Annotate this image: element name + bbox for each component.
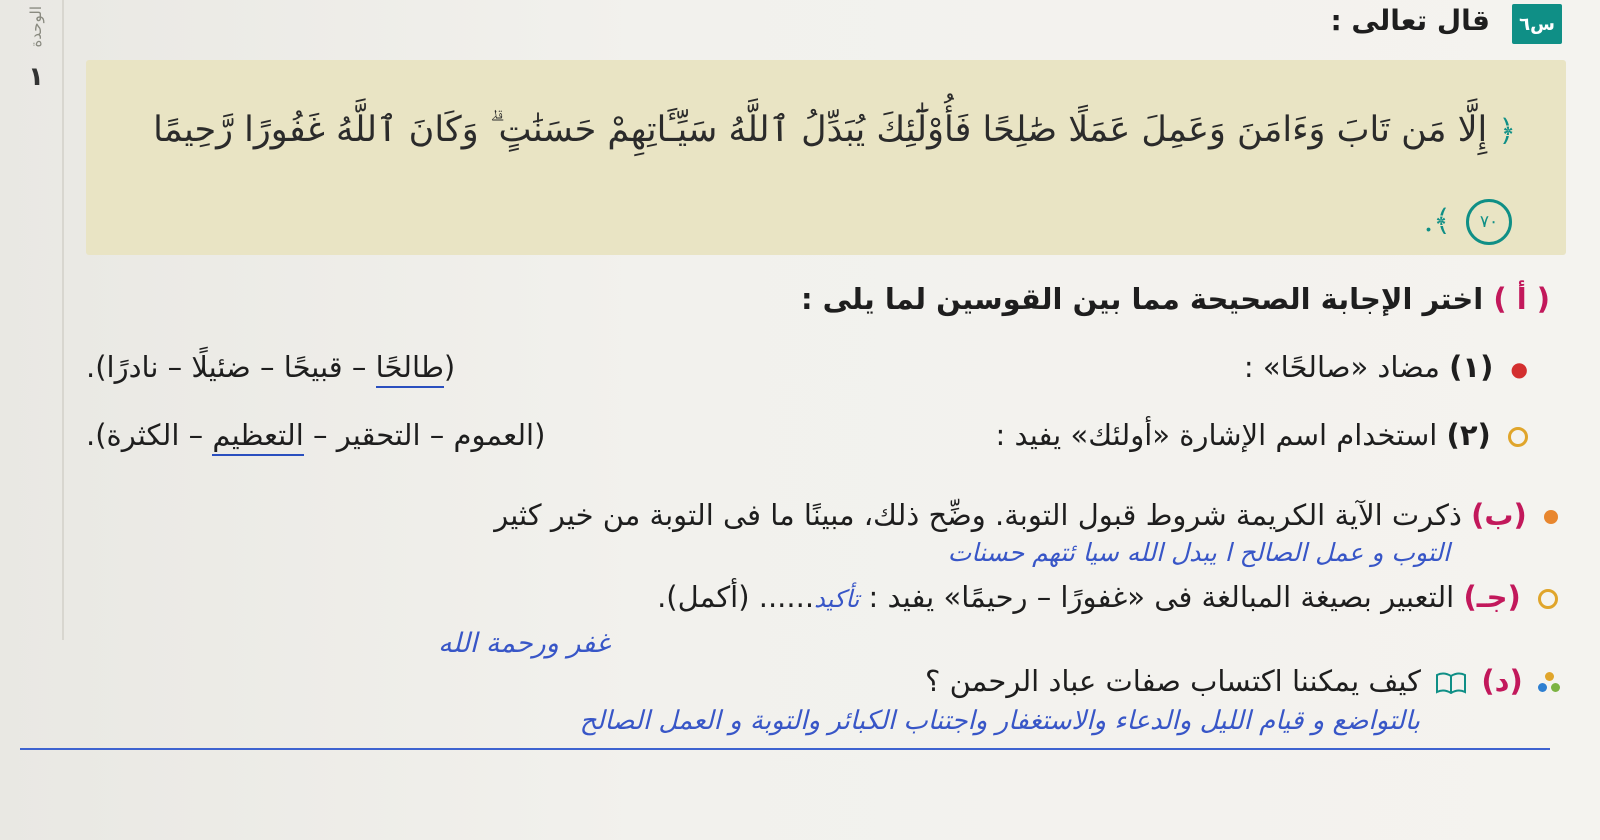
part-b-text: ذكرت الآية الكريمة شروط قبول التوبة. وضِّح ذلك، مبينًا ما فى التوبة من خير كثير xyxy=(494,498,1462,532)
item-2-number: (٢) xyxy=(1446,418,1491,452)
verse-text: إِلَّا مَن تَابَ وَءَامَنَ وَعَمِلَ عَمَلًا صَٰلِحًا فَأُوْلَٰٓئِكَ يُبَدِّلُ ٱللَّهُ سَيِّـَٔاتِهِمْ حَسَنَٰتٍ ۗ وَكَانَ ٱللَّهُ غَفُورًا رَّحِيمًا xyxy=(153,110,1488,150)
margin-rule xyxy=(62,0,64,640)
unit-number: ١ xyxy=(28,61,44,92)
option-separator: – xyxy=(158,350,192,384)
question-badge: س٦ xyxy=(1512,4,1562,44)
question-title: قال تعالى : xyxy=(1330,4,1490,37)
part-b-label: (ب) xyxy=(1471,498,1527,532)
part-d-question xyxy=(925,664,1560,698)
item-2-options xyxy=(86,418,545,452)
options-open-paren: ( xyxy=(443,350,456,384)
option-separator: – xyxy=(303,418,337,452)
item-2-option: العموم xyxy=(453,418,535,452)
bullet-red-icon: ● xyxy=(1510,357,1528,381)
part-d-text: كيف يمكننا اكتساب صفات عباد الرحمن ؟ xyxy=(924,664,1421,698)
option-separator: – xyxy=(250,350,284,384)
item-1-option: قبيحًا xyxy=(283,350,343,384)
part-c-handwritten-answer: غفر ورحمة الله xyxy=(438,628,610,659)
part-a-label: ( أ ) xyxy=(1493,282,1550,316)
item-1-option: ضئيلًا xyxy=(191,350,251,384)
bullet-ring-icon xyxy=(1538,589,1558,609)
part-c-handwritten-inline: تأكيد xyxy=(814,585,860,613)
item-1-number: (١) xyxy=(1449,350,1494,384)
options-open-paren: ( xyxy=(534,418,546,452)
part-c-blank: ...... xyxy=(758,580,815,614)
item-2-option: التحقير xyxy=(336,418,421,452)
verse-open-ornament: ﴿ xyxy=(1498,114,1516,149)
part-a-instruction: اختر الإجابة الصحيحة مما بين القوسين لما يلى : xyxy=(800,282,1484,316)
unit-side-label xyxy=(26,6,46,92)
handwriting-underline xyxy=(20,748,1550,750)
part-c-question xyxy=(657,580,1558,614)
item-1-text: مضاد «صالحًا» : xyxy=(1243,350,1440,384)
part-c-text: التعبير بصيغة المبالغة فى «غفورًا – رحيمًا» يفيد : xyxy=(868,580,1455,614)
bullet-ring-icon xyxy=(1508,427,1528,447)
part-c-suffix: (أكمل). xyxy=(657,580,750,614)
part-b-question xyxy=(494,498,1558,532)
part-d-label: (د) xyxy=(1481,664,1523,698)
item-1-option: نادرًا xyxy=(106,350,159,384)
open-book-icon xyxy=(1436,672,1466,694)
verse-close-ornament: ﴾. xyxy=(1423,204,1451,239)
unit-word: الوحدة xyxy=(27,6,45,48)
tri-dots-icon xyxy=(1538,672,1560,694)
item-2-text: استخدام اسم الإشارة «أولئك» يفيد : xyxy=(995,418,1438,452)
options-close-paren: ). xyxy=(86,350,107,384)
bullet-orange-icon xyxy=(1544,510,1558,524)
part-b-handwritten-answer: التوب و عمل الصالح ا يبدل الله سيا ئتهم حسنات xyxy=(947,538,1450,567)
part-a-instruction-line xyxy=(801,282,1550,316)
item-1-option-selected: طالحًا xyxy=(376,350,444,388)
option-separator: – xyxy=(420,418,454,452)
ayah-number-icon: ٧٠ xyxy=(1466,199,1512,245)
item-1-options xyxy=(86,350,455,384)
option-separator: – xyxy=(179,418,213,452)
quran-verse xyxy=(136,86,1516,266)
item-1-question xyxy=(1244,350,1528,384)
item-2-question xyxy=(996,418,1528,452)
quran-verse-box xyxy=(86,60,1566,255)
part-c-label: (جـ) xyxy=(1463,580,1521,614)
item-2-option: الكثرة xyxy=(106,418,180,452)
item-2-option-selected: التعظيم xyxy=(212,418,303,456)
option-separator: – xyxy=(342,350,376,384)
part-d-handwritten-answer: بالتواضع و قيام الليل والدعاء والاستغفار واجتناب الكبائر والتوبة و العمل الصالح xyxy=(579,706,1420,736)
options-close-paren: ). xyxy=(86,418,107,452)
